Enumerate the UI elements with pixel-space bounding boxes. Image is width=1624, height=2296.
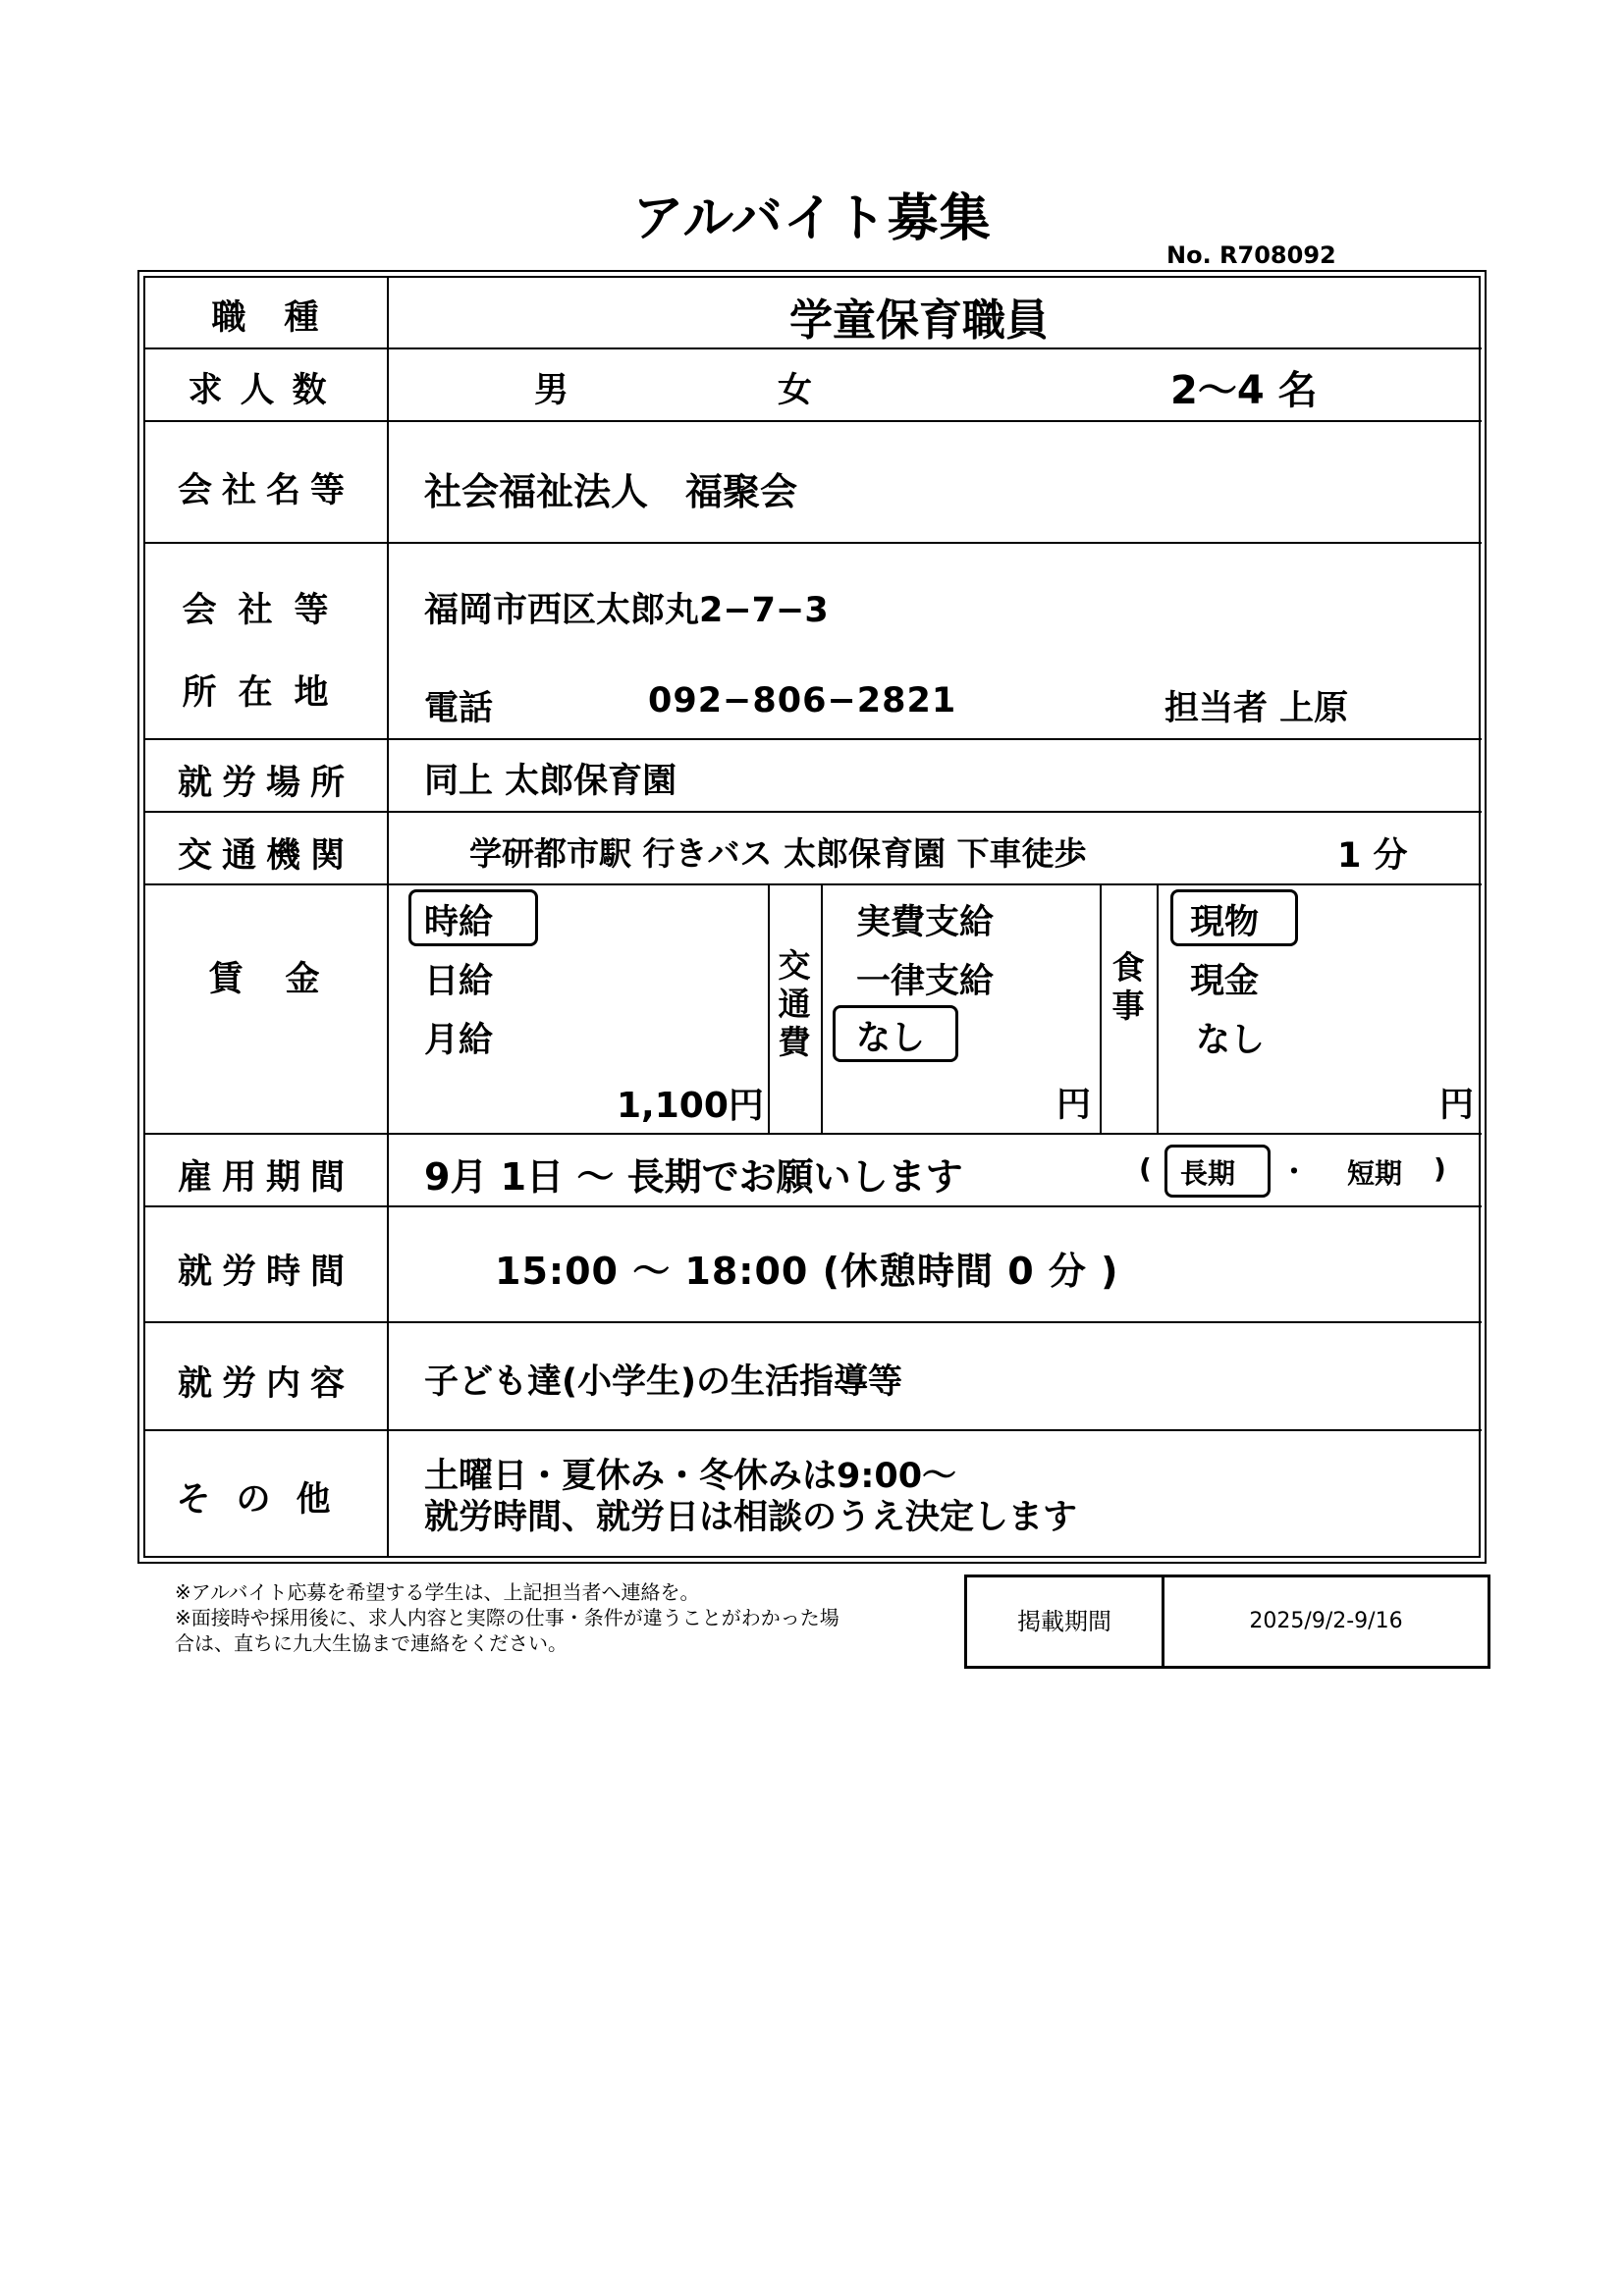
workplace-value: 同上 太郎保育園 (424, 762, 677, 801)
wage-divider (768, 883, 770, 1133)
job-type-label: 職 種 (211, 298, 321, 338)
wage-option-monthly: 月給 (424, 1021, 494, 1060)
transport-option-flat: 一律支給 (856, 962, 995, 1001)
headcount-female: 女 (778, 371, 813, 410)
transport-label: 交通機関 (177, 836, 354, 876)
meal-option-cash: 現金 (1190, 962, 1260, 1001)
period-value: 9月 1日 〜 長期でお願いします (424, 1155, 963, 1199)
wage-option-daily: 日給 (424, 962, 494, 1001)
address-value: 福岡市西区太郎丸2−7−3 (424, 591, 829, 630)
other-line2: 就労時間、就労日は相談のうえ決定します (424, 1498, 1078, 1537)
footnote-discrepancy: ※面接時や採用後に、求人内容と実際の仕事・条件が違うことがわかった場 (175, 1606, 839, 1629)
wage-amount: 1,100円 (617, 1086, 764, 1126)
workplace-label: 就労場所 (177, 764, 354, 803)
meal-option-goods: 現物 (1190, 903, 1260, 942)
period-long: 長期 (1180, 1157, 1236, 1190)
wage-divider (1100, 883, 1102, 1133)
wage-divider (1157, 883, 1159, 1133)
period-close-paren: ) (1434, 1152, 1446, 1185)
label-column-divider (387, 276, 389, 1558)
document-number: No. R708092 (1166, 241, 1336, 269)
duties-value: 子ども達(小学生)の生活指導等 (424, 1362, 902, 1402)
address-label-line2: 所在地 (182, 673, 351, 713)
other-line1: 土曜日・夏休み・冬休みは9:00〜 (424, 1457, 957, 1496)
hours-label: 就労時間 (177, 1253, 354, 1292)
transport-option-actual: 実費支給 (856, 903, 995, 942)
period-short: 短期 (1347, 1157, 1403, 1190)
meal-label-top: 食事 (1111, 948, 1145, 1025)
transport-minutes: 1 分 (1337, 836, 1408, 876)
row-divider (144, 1429, 1482, 1431)
wage-label: 賃 金 (208, 960, 324, 999)
transport-cost-label: 交通費 (778, 946, 811, 1061)
address-label-line1: 会社等 (182, 591, 351, 630)
wage-divider (821, 883, 823, 1133)
meal-yen: 円 (1439, 1086, 1475, 1125)
row-divider (144, 811, 1482, 813)
hours-value: 15:00 〜 18:00 (休憩時間 0 分 ) (495, 1250, 1119, 1293)
footnote-discrepancy-cont: 合は、直ちに九大生協まで連絡をください。 (175, 1631, 568, 1655)
company-label: 会社名等 (177, 471, 354, 510)
period-label: 雇用期間 (177, 1158, 354, 1198)
row-divider (144, 738, 1482, 740)
posting-period-value: 2025/9/2-9/16 (1249, 1609, 1403, 1633)
row-divider (144, 347, 1482, 349)
duties-label: 就労内容 (177, 1364, 354, 1404)
headcount-label: 求人数 (188, 371, 345, 410)
meal-option-none: なし (1196, 1021, 1266, 1060)
period-open-paren: ( (1139, 1152, 1152, 1185)
contact-person: 担当者 上原 (1164, 689, 1349, 728)
other-label: その他 (176, 1480, 356, 1520)
company-value: 社会福祉法人 福聚会 (424, 470, 798, 513)
wage-option-hourly: 時給 (424, 903, 494, 942)
row-divider (144, 1205, 1482, 1207)
transport-route: 学研都市駅 行きバス 太郎保育園 下車徒歩 (469, 834, 1087, 873)
posting-period-label: 掲載期間 (967, 1577, 1164, 1666)
row-divider (144, 420, 1482, 422)
page-title: アルバイト募集 (632, 189, 992, 248)
phone-label: 電話 (424, 689, 494, 728)
headcount-count: 2〜4 名 (1170, 368, 1318, 413)
headcount-male: 男 (534, 371, 569, 410)
footnote-apply: ※アルバイト応募を希望する学生は、上記担当者へ連絡を。 (175, 1580, 700, 1604)
phone-value: 092−806−2821 (648, 681, 957, 721)
row-divider (144, 1321, 1482, 1323)
period-dot: ・ (1280, 1155, 1309, 1188)
row-divider (144, 883, 1482, 885)
transport-option-none: なし (856, 1019, 926, 1058)
posting-period-table (964, 1575, 1490, 1669)
transport-yen: 円 (1056, 1086, 1092, 1125)
row-divider (144, 1133, 1482, 1135)
job-type-value: 学童保育職員 (789, 295, 1049, 346)
row-divider (144, 542, 1482, 544)
